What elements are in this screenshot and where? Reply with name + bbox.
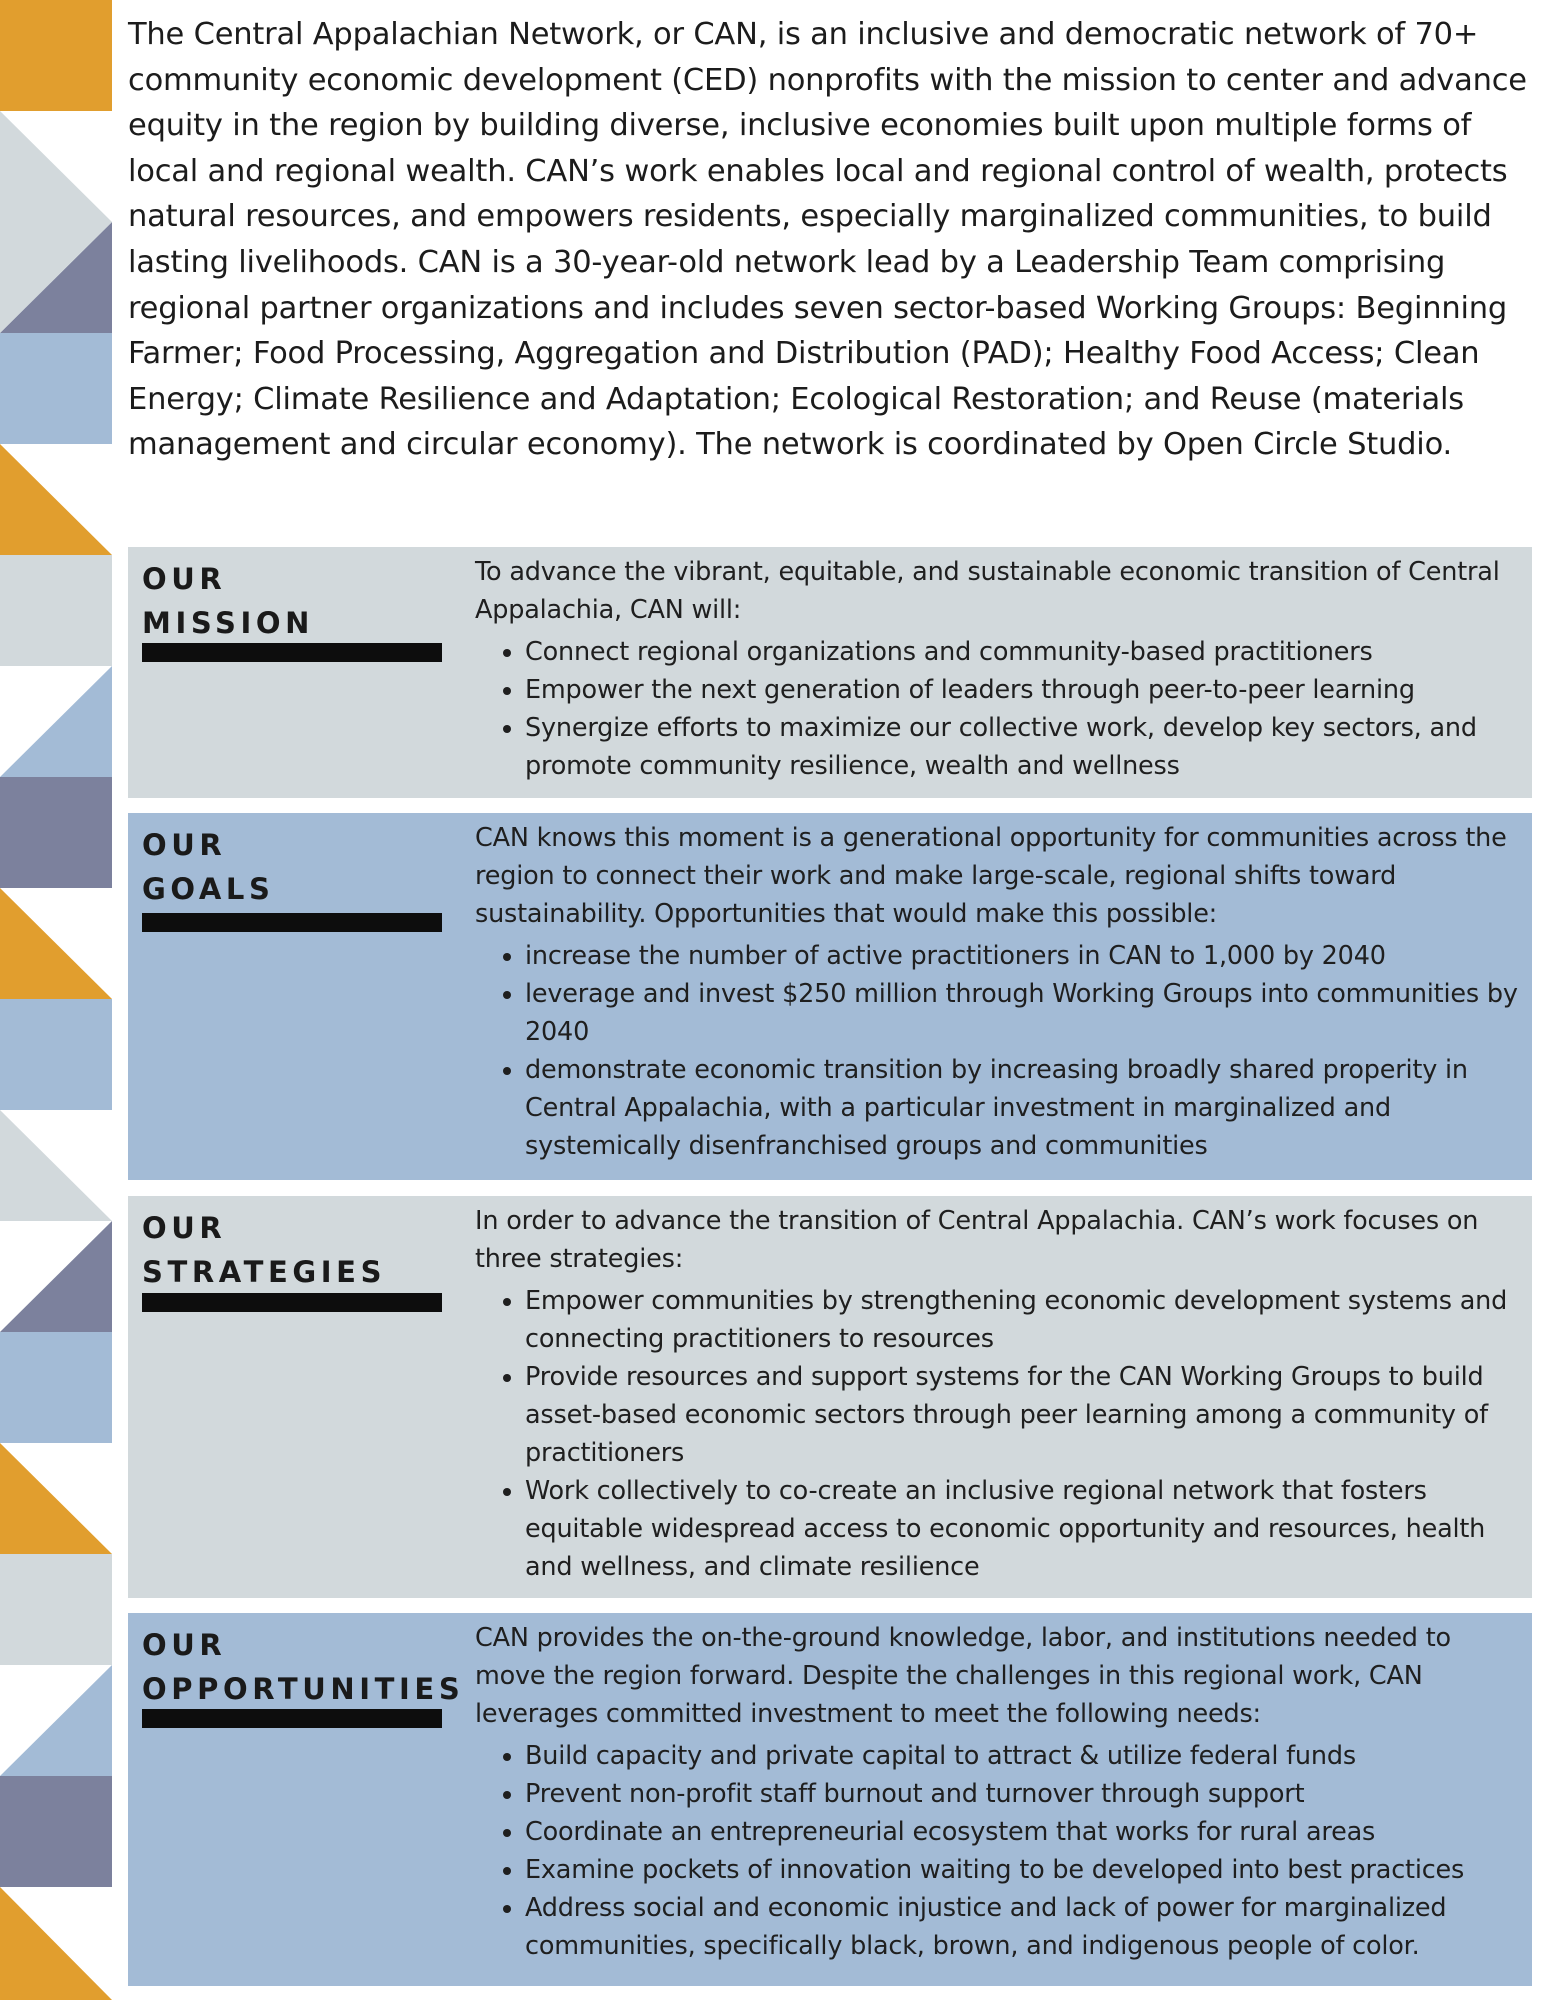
opportunities-content	[475, 1619, 1518, 1965]
goals-list	[475, 937, 1518, 1165]
list-item: • Examine pockets of innovation waiting to be developed into best practices	[525, 1851, 1518, 1889]
strategies-content	[475, 1202, 1518, 1586]
list-item: • increase the number of active practitioners in CAN to 1,000 by 2040	[525, 937, 1518, 975]
list-item: • Connect regional organizations and community-based practitioners	[525, 633, 1518, 671]
mission-content	[475, 553, 1518, 785]
opportunities-intro: CAN provides the on-the-ground knowledge, labor, and institutions needed to move the region forward. Despite the challenges in this regional work, CAN leverages committed investment to meet the following needs:	[475, 1623, 1451, 1729]
list-item: • Build capacity and private capital to attract & utilize federal funds	[525, 1737, 1518, 1775]
decorative-side-strip	[0, 0, 112, 2000]
mission-intro: To advance the vibrant, equitable, and sustainable economic transition of Central Appalachia, CAN will:	[475, 557, 1500, 625]
goals-section	[128, 813, 1532, 1180]
list-item: • Provide resources and support systems for the CAN Working Groups to build asset-based economic sectors through peer learning among a community of practitioners	[525, 1358, 1518, 1472]
goals-heading-bar	[142, 913, 442, 932]
goals-content	[475, 819, 1518, 1165]
list-item: • Empower communities by strengthening economic development systems and connecting practitioners to resources	[525, 1282, 1518, 1358]
mission-heading-bar	[142, 643, 442, 662]
goals-intro: CAN knows this moment is a generational opportunity for communities across the region to connect their work and make large-scale, regional shifts toward sustainability. Opportunities that would make this possible:	[475, 823, 1507, 929]
strategies-heading-bar	[142, 1293, 442, 1312]
list-item: • demonstrate economic transition by increasing broadly shared properity in Central Appalachia, with a particular investment in marginalized and systemically disenfranchised groups and communities	[525, 1051, 1518, 1165]
strategies-intro: In order to advance the transition of Central Appalachia. CAN’s work focuses on three strategies:	[475, 1206, 1479, 1274]
opportunities-list	[475, 1737, 1518, 1965]
strategies-section	[128, 1196, 1532, 1598]
list-item: • Coordinate an entrepreneurial ecosystem that works for rural areas	[525, 1813, 1518, 1851]
opportunities-heading: OUR OPPORTUNITIES	[142, 1628, 465, 1706]
opportunities-section	[128, 1613, 1532, 1986]
mission-list	[475, 633, 1518, 785]
strategies-heading: OUR STRATEGIES	[142, 1211, 387, 1289]
goals-heading: OUR GOALS	[142, 828, 275, 906]
list-item: • Empower the next generation of leaders through peer-to-peer learning	[525, 671, 1518, 709]
list-item: • leverage and invest $250 million through Working Groups into communities by 2040	[525, 975, 1518, 1051]
list-item: • Prevent non-profit staff burnout and turnover through support	[525, 1775, 1518, 1813]
mission-heading: OUR MISSION	[142, 562, 315, 640]
list-item: • Synergize efforts to maximize our collective work, develop key sectors, and promote community resilience, wealth and wellness	[525, 709, 1518, 785]
mission-section	[128, 547, 1532, 798]
opportunities-heading-bar	[142, 1709, 442, 1728]
list-item: • Work collectively to co-create an inclusive regional network that fosters equitable widespread access to economic opportunity and resources, health and wellness, and climate resilience	[525, 1472, 1518, 1586]
list-item: • Address social and economic injustice and lack of power for marginalized communities, specifically black, brown, and indigenous people of color.	[525, 1889, 1518, 1965]
intro-paragraph: The Central Appalachian Network, or CAN, is an inclusive and democratic network of 70+ community economic development (CED) nonprofits with the mission to center and advance equity in the region by building diverse, inclusive economies built upon multiple forms of local and regional wealth. CAN’s work enables local and regional control of wealth, protects natural resources, and empowers residents, especially marginalized communities, to build lasting livelihoods. CAN is a 30-year-old network lead by a Leadership Team comprising regional partner organizations and includes seven sector-based Working Groups: Beginning Farmer; Food Processing, Aggregation and Distribution (PAD); Healthy Food Access; Clean Energy; Climate Resilience and Adaptation; Ecological Restoration; and Reuse (materials management and circular economy). The network is coordinated by Open Circle Studio.	[128, 17, 1527, 463]
strategies-list	[475, 1282, 1518, 1586]
geometric-pattern-graphic	[0, 0, 112, 2000]
